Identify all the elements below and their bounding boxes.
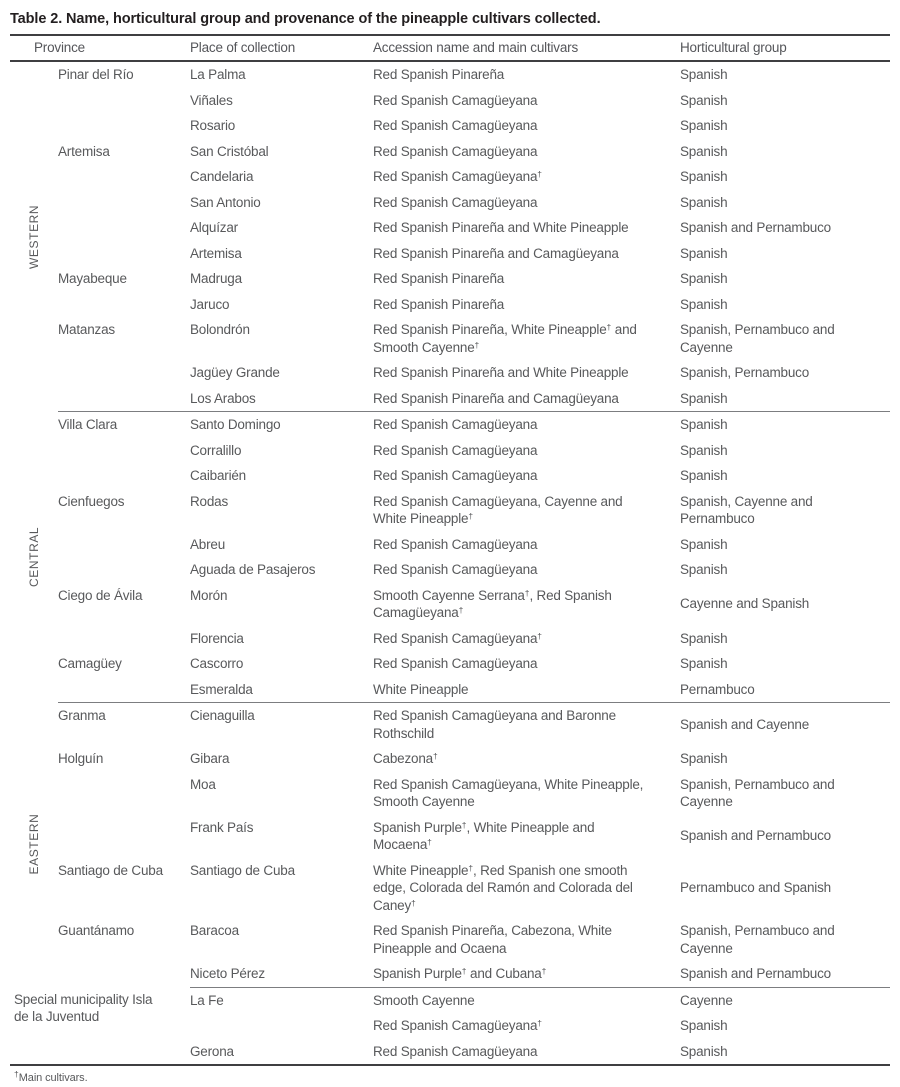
cell-accession: Smooth Cayenne Serrana†, Red Spanish Camagüeyana† (373, 587, 612, 620)
cell-province (58, 292, 190, 318)
table-row (58, 557, 890, 583)
cell-place: Corralillo (190, 442, 242, 458)
cell-horticultural-group: Spanish and Pernambuco (680, 966, 831, 981)
table-row (58, 677, 890, 703)
cell-place: Madruga (190, 271, 242, 286)
region-group-western (10, 62, 890, 411)
cell-province (58, 241, 190, 267)
cell-horticultural-group: Spanish (680, 1018, 728, 1033)
cell-accession: Red Spanish Pinareña and White Pineapple (373, 365, 629, 380)
cell-place: San Antonio (190, 194, 261, 210)
cell-province (58, 360, 190, 386)
table-row (190, 1013, 890, 1039)
cell-province: Cienfuegos (58, 493, 125, 509)
cell-province: Holguín (58, 751, 104, 766)
cell-place: Viñales (190, 92, 233, 108)
table-row (58, 746, 890, 772)
cell-place: Cascorro (190, 656, 244, 671)
cell-horticultural-group: Spanish, Pernambuco (680, 365, 810, 380)
cell-province (58, 532, 190, 558)
cell-province: Matanzas (58, 322, 115, 337)
cell-accession: Red Spanish Camagüeyana, Cayenne and White Pineapple† (373, 493, 623, 526)
cell-province (58, 386, 190, 412)
cell-horticultural-group: Spanish (680, 417, 728, 432)
cell-accession: Cabezona† (373, 751, 438, 766)
group-rows (190, 987, 890, 1065)
cell-accession: Red Spanish Camagüeyana and Baronne Rothschild (373, 708, 616, 741)
cell-place: Esmeralda (190, 681, 253, 697)
cell-province (58, 557, 190, 583)
cell-accession: Red Spanish Camagüeyana (373, 562, 538, 577)
region-rotated-label: EASTERN (27, 813, 41, 875)
cell-horticultural-group: Spanish (680, 143, 728, 159)
table-row (58, 961, 890, 987)
cell-province: Granma (58, 708, 106, 723)
table-row (190, 988, 890, 1014)
cell-province (58, 961, 190, 987)
cell-place (190, 1013, 373, 1039)
cell-place: Jagüey Grande (190, 365, 280, 380)
cell-accession: Red Spanish Camagüeyana (373, 536, 538, 552)
cell-place: Baracoa (190, 923, 239, 938)
cell-place: Bolondrón (190, 322, 250, 337)
cell-place: Santiago de Cuba (190, 862, 295, 878)
cell-province: Camagüey (58, 656, 122, 671)
cell-horticultural-group: Spanish (680, 1043, 728, 1059)
cell-place: Abreu (190, 536, 226, 552)
cell-horticultural-group: Spanish, Pernambuco and Cayenne (680, 322, 835, 355)
cell-place: Artemisa (190, 245, 242, 261)
table-row (58, 583, 890, 626)
cell-horticultural-group: Spanish (680, 656, 728, 671)
group-rows (58, 702, 890, 987)
table-row (58, 241, 890, 267)
table-row (58, 412, 890, 438)
table-row (58, 317, 890, 360)
group-rows (58, 411, 890, 702)
cell-place: Cienaguilla (190, 708, 255, 723)
cell-horticultural-group: Spanish (680, 169, 728, 184)
cell-province (58, 113, 190, 139)
cell-horticultural-group: Spanish and Cayenne (680, 716, 810, 732)
region-rotated-label: CENTRAL (27, 526, 41, 587)
cell-place: Santo Domingo (190, 417, 281, 432)
table-title: Table 2. Name, horticultural group and provenance of the pineapple cultivars collected. (10, 11, 601, 27)
table-row (58, 62, 890, 88)
cell-horticultural-group: Spanish (680, 562, 728, 577)
cell-horticultural-group: Spanish (680, 296, 728, 312)
cell-place: Candelaria (190, 169, 254, 184)
table-row (58, 113, 890, 139)
cell-province: Pinar del Río (58, 67, 134, 82)
cell-province: Ciego de Ávila (58, 587, 143, 603)
cell-accession: Red Spanish Camagüeyana (373, 194, 538, 210)
province-multirow-label: Special municipality Isla de la Juventud (14, 991, 153, 1024)
table-row (58, 651, 890, 677)
cell-accession: Red Spanish Camagüeyana† (373, 1018, 542, 1033)
table-row (58, 292, 890, 318)
cell-place: Moa (190, 776, 216, 792)
table-row (58, 164, 890, 190)
cell-accession: Red Spanish Camagüeyana (373, 1043, 538, 1059)
cell-accession: Red Spanish Pinareña (373, 296, 505, 312)
cell-horticultural-group: Spanish (680, 468, 728, 483)
cell-province: Villa Clara (58, 417, 118, 432)
table-row (58, 190, 890, 216)
table-row (58, 438, 890, 464)
region-group-central (10, 411, 890, 702)
region-group-eastern (10, 702, 890, 987)
cell-horticultural-group: Spanish and Pernambuco (680, 828, 831, 844)
cell-accession: Red Spanish Pinareña, White Pineapple† and Smooth Cayenne† (373, 322, 637, 355)
table-row (58, 815, 890, 858)
cell-accession: Red Spanish Pinareña (373, 67, 505, 82)
table-row (190, 1039, 890, 1065)
table-row (58, 88, 890, 114)
cell-place: Caibarién (190, 468, 246, 483)
table-row (58, 703, 890, 746)
table-row (58, 266, 890, 292)
column-header-accession: Accession name and main cultivars (373, 40, 578, 55)
cell-horticultural-group: Cayenne (680, 992, 733, 1008)
region-rotated-label: WESTERN (27, 204, 41, 269)
cell-accession: Red Spanish Pinareña and White Pineapple (373, 220, 629, 235)
cell-province (58, 815, 190, 858)
cell-horticultural-group: Spanish (680, 390, 728, 406)
cell-accession: Red Spanish Camagüeyana (373, 143, 538, 159)
table-row (58, 858, 890, 919)
cell-accession: Red Spanish Camagüeyana (373, 468, 538, 483)
cell-accession: Red Spanish Pinareña, Cabezona, White Pineapple and Ocaena (373, 923, 612, 956)
cell-accession: Red Spanish Camagüeyana† (373, 630, 542, 646)
cell-province: Mayabeque (58, 271, 127, 286)
cell-accession: Spanish Purple† and Cubana† (373, 966, 547, 981)
cell-place: Rodas (190, 493, 229, 509)
cell-place: Niceto Pérez (190, 966, 265, 981)
cell-place: Alquízar (190, 220, 238, 235)
cell-accession: Red Spanish Camagüeyana, White Pineapple, Smooth Cayenne (373, 776, 644, 809)
cell-place: Rosario (190, 118, 236, 133)
column-header-place: Place of collection (190, 40, 296, 55)
cell-place: San Cristóbal (190, 143, 269, 159)
cell-horticultural-group: Spanish (680, 751, 728, 766)
cell-horticultural-group: Spanish (680, 630, 728, 646)
cell-place: Florencia (190, 630, 244, 646)
cell-province (58, 772, 190, 815)
cell-accession: White Pineapple†, Red Spanish one smooth edge, Colorada del Ramón and Colorada del Caney† (373, 862, 633, 913)
cell-horticultural-group: Spanish (680, 92, 728, 108)
cell-horticultural-group: Spanish, Pernambuco and Cayenne (680, 776, 835, 809)
cell-place: La Palma (190, 67, 246, 82)
cell-accession: Red Spanish Camagüeyana† (373, 169, 542, 184)
table-row (58, 918, 890, 961)
table-footnote: †Main cultivars. (14, 1069, 88, 1084)
table-body (10, 62, 890, 1066)
cell-accession: Red Spanish Camagüeyana (373, 442, 538, 458)
cell-accession: Red Spanish Camagüeyana (373, 656, 538, 671)
cell-province (58, 164, 190, 190)
table-row (58, 360, 890, 386)
cell-accession: Red Spanish Pinareña and Camagüeyana (373, 390, 619, 406)
cell-horticultural-group: Spanish (680, 271, 728, 286)
cell-place: Frank País (190, 819, 254, 835)
cell-accession: Spanish Purple†, White Pineapple and Mocaena† (373, 819, 595, 852)
table-row (58, 532, 890, 558)
cell-accession: Smooth Cayenne (373, 992, 475, 1008)
cell-province (58, 190, 190, 216)
cell-province (58, 215, 190, 241)
table-row (58, 626, 890, 652)
cell-accession: Red Spanish Pinareña and Camagüeyana (373, 245, 619, 261)
cell-horticultural-group: Spanish and Pernambuco (680, 220, 831, 235)
column-header-horticultural-group: Horticultural group (680, 40, 787, 55)
cell-province (58, 88, 190, 114)
cell-horticultural-group: Spanish (680, 67, 728, 82)
cell-place: Jaruco (190, 296, 230, 312)
table-row (58, 489, 890, 532)
cell-accession: White Pineapple (373, 681, 469, 697)
cell-province (58, 677, 190, 703)
table-row (58, 215, 890, 241)
cell-horticultural-group: Cayenne and Spanish (680, 596, 810, 612)
cell-accession: Red Spanish Pinareña (373, 271, 505, 286)
cell-place: Gibara (190, 751, 230, 766)
table-row (58, 386, 890, 412)
cell-accession: Red Spanish Camagüeyana (373, 118, 538, 133)
group-rows (58, 62, 890, 411)
cell-province (58, 463, 190, 489)
cell-province: Artemisa (58, 143, 110, 159)
cell-horticultural-group: Spanish (680, 442, 728, 458)
cell-horticultural-group: Spanish, Pernambuco and Cayenne (680, 923, 835, 956)
table-row (58, 139, 890, 165)
table-row (58, 463, 890, 489)
cell-place: Morón (190, 587, 228, 603)
cell-horticultural-group: Spanish (680, 194, 728, 210)
cell-horticultural-group: Spanish (680, 245, 728, 261)
table-row (58, 772, 890, 815)
cell-province (58, 626, 190, 652)
cell-place: Aguada de Pasajeros (190, 562, 316, 577)
cell-place: Los Arabos (190, 390, 256, 406)
cell-province (58, 438, 190, 464)
cell-horticultural-group: Pernambuco (680, 681, 755, 697)
cell-place: La Fe (190, 992, 224, 1008)
cell-horticultural-group: Spanish, Cayenne and Pernambuco (680, 493, 813, 526)
cell-accession: Red Spanish Camagüeyana (373, 417, 538, 432)
cell-horticultural-group: Spanish (680, 118, 728, 133)
cell-province: Santiago de Cuba (58, 862, 163, 878)
cell-province: Guantánamo (58, 923, 135, 938)
table-header-row (10, 34, 890, 62)
cell-horticultural-group: Spanish (680, 536, 728, 552)
cell-place: Gerona (190, 1043, 234, 1059)
region-group-special-municipality (10, 987, 890, 1065)
cell-horticultural-group: Pernambuco and Spanish (680, 880, 831, 895)
cell-accession: Red Spanish Camagüeyana (373, 92, 538, 108)
column-header-province: Province (34, 40, 85, 55)
